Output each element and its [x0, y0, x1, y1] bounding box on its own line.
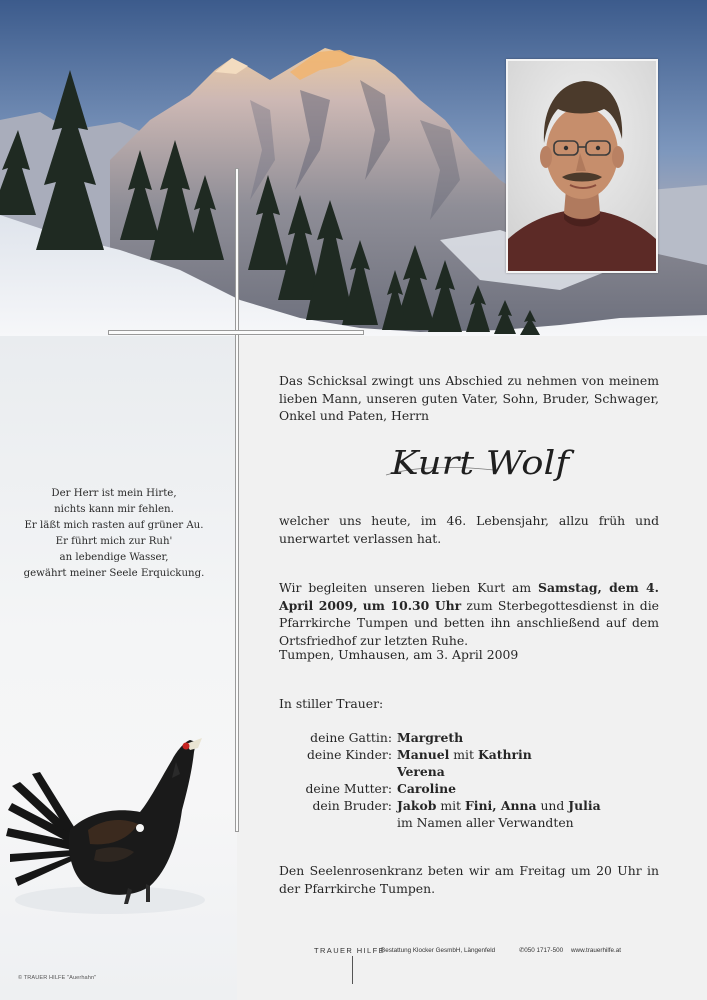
psalm-quote	[14, 486, 214, 582]
child-name: Verena	[397, 764, 445, 779]
place-date: Tumpen, Umhausen, am 3. April 2009	[279, 647, 519, 662]
mother-name	[397, 780, 456, 797]
psalm-line: an lebendige Wasser,	[59, 552, 169, 563]
footer-company: Bestattung Klocker GesmbH, Längenfeld	[381, 947, 496, 954]
brother-family-2: Julia	[568, 798, 601, 813]
funeral-date: Samstag, dem 4. April 2009,	[279, 580, 659, 613]
spouse-name	[397, 729, 463, 746]
psalm-line: gewährt meiner Seele Erquickung.	[23, 568, 205, 579]
phone-number: 050 1717-500	[524, 947, 564, 954]
partner-name: Kathrin	[477, 747, 532, 762]
footer-phone	[519, 947, 563, 954]
connector-text: und	[536, 798, 569, 813]
mourning-heading: In stiller Trauer:	[279, 696, 384, 711]
deceased-name: Kurt Wolf	[389, 443, 576, 482]
logo-cross-line	[352, 956, 353, 984]
phone-icon: ✆	[519, 947, 525, 954]
trauerhilfe-logo: TRAUER HILFE	[314, 946, 385, 955]
photo-credit: © TRAUER HILFE "Auerhahn"	[18, 975, 97, 981]
spouse-name-text: Margreth	[397, 730, 464, 745]
funeral-time: um 10.30 Uhr	[362, 597, 462, 613]
brother-names	[397, 797, 601, 814]
children-names-2	[397, 763, 445, 780]
rosary-paragraph: Den Seelenrosenkranz beten wir am Freitag um 20 Uhr in der Pfarrkirche Tumpen.	[279, 863, 659, 896]
portrait-photo	[506, 59, 658, 273]
death-paragraph: welcher uns heute, im 46. Lebensjahr, allzu früh und unerwartet verlassen hat.	[279, 513, 659, 546]
connector-text: mit	[449, 747, 478, 762]
brother-family: Fini, Anna	[464, 798, 537, 813]
capercaillie-image	[0, 700, 237, 980]
funeral-paragraph	[279, 579, 659, 649]
connector-text: mit	[436, 798, 465, 813]
intro-paragraph: Das Schicksal zwingt uns Abschied zu nehmen von meinem lieben Mann, unseren guten Vater, Sohn, Bruder, Schwager, Onkel und Paten, Herrn	[279, 373, 659, 423]
children-names	[397, 746, 532, 763]
mother-label: deine Mutter:	[305, 781, 392, 796]
cross-vertical-beam	[235, 168, 239, 832]
funeral-text-end: zum Sterbegottesdienst in die Pfarrkirche Tumpen und betten ihn anschließend auf dem Ortsfriedhof zur letzten Ruhe.	[279, 597, 659, 648]
mother-name-text: Caroline	[397, 781, 456, 796]
spouse-label: deine Gattin:	[310, 730, 392, 745]
deceased-name-signature	[376, 430, 586, 500]
relatives-line: im Namen aller Verwandten	[397, 815, 574, 830]
cross-horizontal-beam	[108, 330, 364, 335]
psalm-line: Der Herr ist mein Hirte,	[51, 488, 177, 499]
psalm-line: Er führt mich zur Ruh'	[55, 536, 173, 547]
funeral-text-start: Wir begleiten unseren lieben Kurt am	[279, 580, 539, 595]
psalm-line: nichts kann mir fehlen.	[54, 504, 174, 515]
brother-name: Jakob	[397, 798, 437, 813]
footer-url[interactable]: www.trauerhilfe.at	[571, 947, 622, 954]
psalm-line: Er läßt mich rasten auf grüner Au.	[24, 520, 204, 531]
children-label: deine Kinder:	[306, 747, 392, 762]
child-name: Manuel	[397, 747, 450, 762]
brother-label: dein Bruder:	[312, 798, 392, 813]
